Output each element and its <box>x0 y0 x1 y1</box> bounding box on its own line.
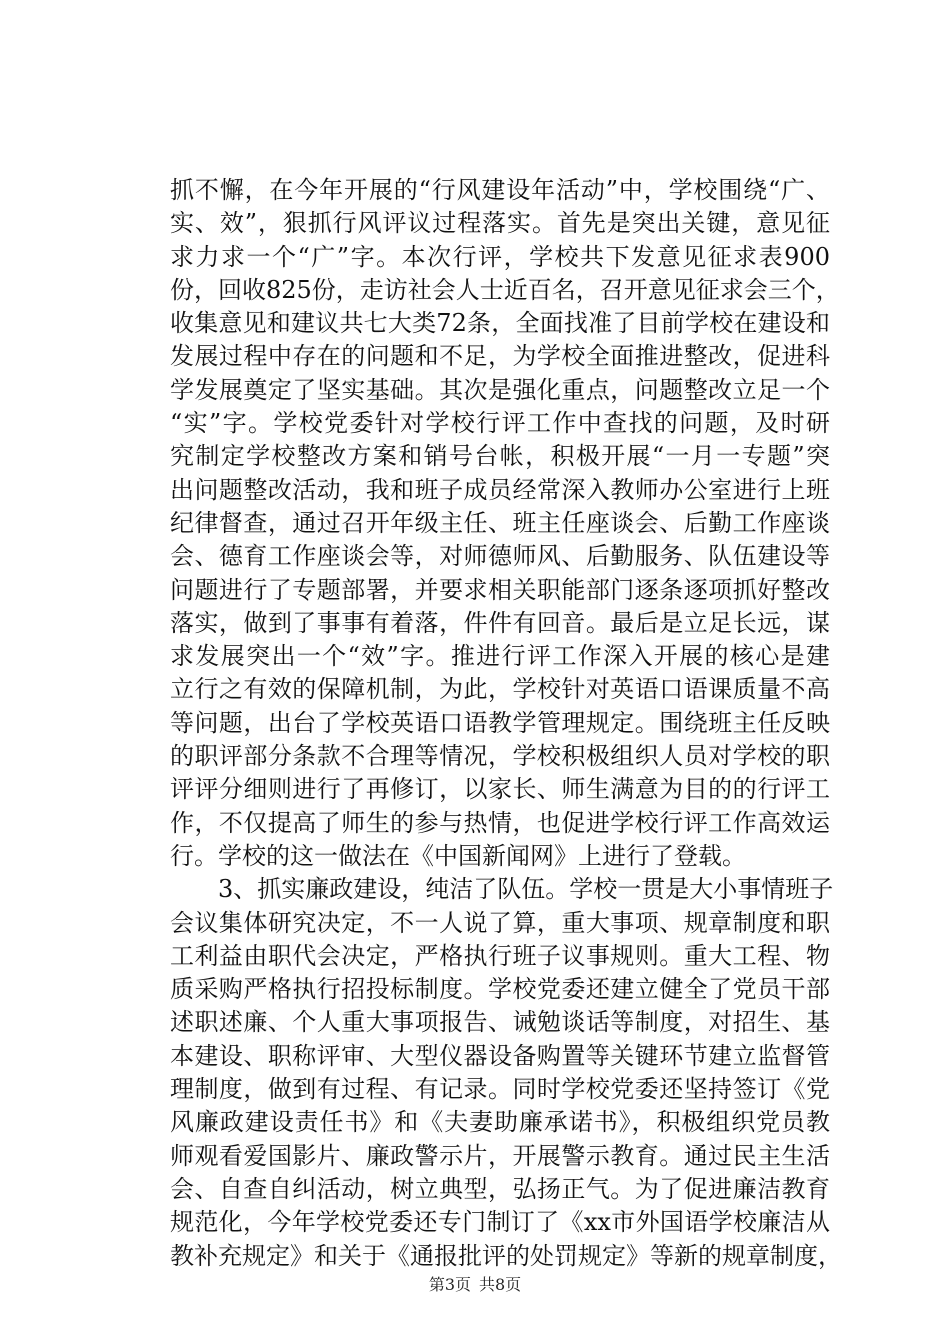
text-line: 风廉政建设责任书》和《夫妻助廉承诺书》，积极组织党员教 <box>170 1108 830 1137</box>
text-line: 述职述廉、个人重大事项报告、诫勉谈话等制度，对招生、基 <box>170 1008 830 1037</box>
page-number: 第3页 <box>428 1275 471 1294</box>
text-line: 作，不仅提高了师生的参与热情，也促进学校行评工作高效运 <box>170 808 830 837</box>
text-line: 3、抓实廉政建设，纯洁了队伍。学校一贯是大小事情班子 <box>170 875 834 904</box>
text-line: 抓不懈，在今年开展的“行风建设年活动”中，学校围绕“广、 <box>170 176 830 204</box>
text-line: 理制度，做到有过程、有记录。同时学校党委还坚持签订《党 <box>170 1075 830 1104</box>
text-line: 质采购严格执行招投标制度。学校党委还建立健全了党员干部 <box>170 975 830 1004</box>
paragraph <box>170 873 842 1273</box>
text-line: “实”字。学校党委针对学校行评工作中查找的问题，及时研 <box>170 409 830 438</box>
text-line: 收集意见和建议共七大类72条，全面找准了目前学校在建设和 <box>170 309 830 338</box>
text-line: 份，回收825份，走访社会人士近百名，召开意见征求会三个， <box>170 275 840 304</box>
paragraph <box>170 174 840 873</box>
text-line: 会、自查自纠活动，树立典型，弘扬正气。为了促进廉洁教育 <box>170 1174 830 1203</box>
text-line: 师观看爱国影片、廉政警示片，开展警示教育。通过民主生活 <box>170 1141 830 1170</box>
text-line: 教补充规定》和关于《通报批评的处罚规定》等新的规章制度， <box>170 1241 842 1270</box>
text-line: 发展过程中存在的问题和不足，为学校全面推进整改，促进科 <box>170 342 830 371</box>
text-line: 的职评部分条款不合理等情况，学校积极组织人员对学校的职 <box>170 742 830 771</box>
text-line: 问题进行了专题部署，并要求相关职能部门逐条逐项抓好整改 <box>170 575 830 604</box>
text-line: 立行之有效的保障机制，为此，学校针对英语口语课质量不高 <box>170 675 830 704</box>
text-line: 本建设、职称评审、大型仪器设备购置等关键环节建立监督管 <box>170 1041 830 1070</box>
text-line: 工利益由职代会决定，严格执行班子议事规则。重大工程、物 <box>170 941 830 970</box>
text-line: 求发展突出一个“效”字。推进行评工作深入开展的核心是建 <box>170 642 830 671</box>
text-line: 会议集体研究决定，不一人说了算，重大事项、规章制度和职 <box>170 908 830 937</box>
text-line: 求力求一个“广”字。本次行评，学校共下发意见征求表900 <box>170 242 830 271</box>
text-line: 出问题整改活动，我和班子成员经常深入教师办公室进行上班 <box>170 475 830 504</box>
text-line: 会、德育工作座谈会等，对师德师风、后勤服务、队伍建设等 <box>170 542 830 571</box>
page-total: 共8页 <box>479 1275 522 1294</box>
page-footer <box>0 1272 950 1295</box>
text-line: 纪律督查，通过召开年级主任、班主任座谈会、后勤工作座谈 <box>170 508 830 537</box>
text-line: 实、效”，狠抓行风评议过程落实。首先是突出关键，意见征 <box>170 209 830 238</box>
text-line: 等问题，出台了学校英语口语教学管理规定。围绕班主任反映 <box>170 708 830 737</box>
text-line: 行。学校的这一做法在《中国新闻网》上进行了登载。 <box>170 841 746 870</box>
text-line: 评评分细则进行了再修订，以家长、师生满意为目的的行评工 <box>170 775 830 804</box>
text-line: 究制定学校整改方案和销号台帐，积极开展“一月一专题”突 <box>170 442 830 471</box>
body-text <box>170 174 842 1273</box>
text-line: 学发展奠定了坚实基础。其次是强化重点，问题整改立足一个 <box>170 375 830 404</box>
text-line: 落实，做到了事事有着落，件件有回音。最后是立足长远，谋 <box>170 608 830 637</box>
text-line: 规范化，今年学校党委还专门制订了《xx市外国语学校廉洁从 <box>170 1208 830 1237</box>
